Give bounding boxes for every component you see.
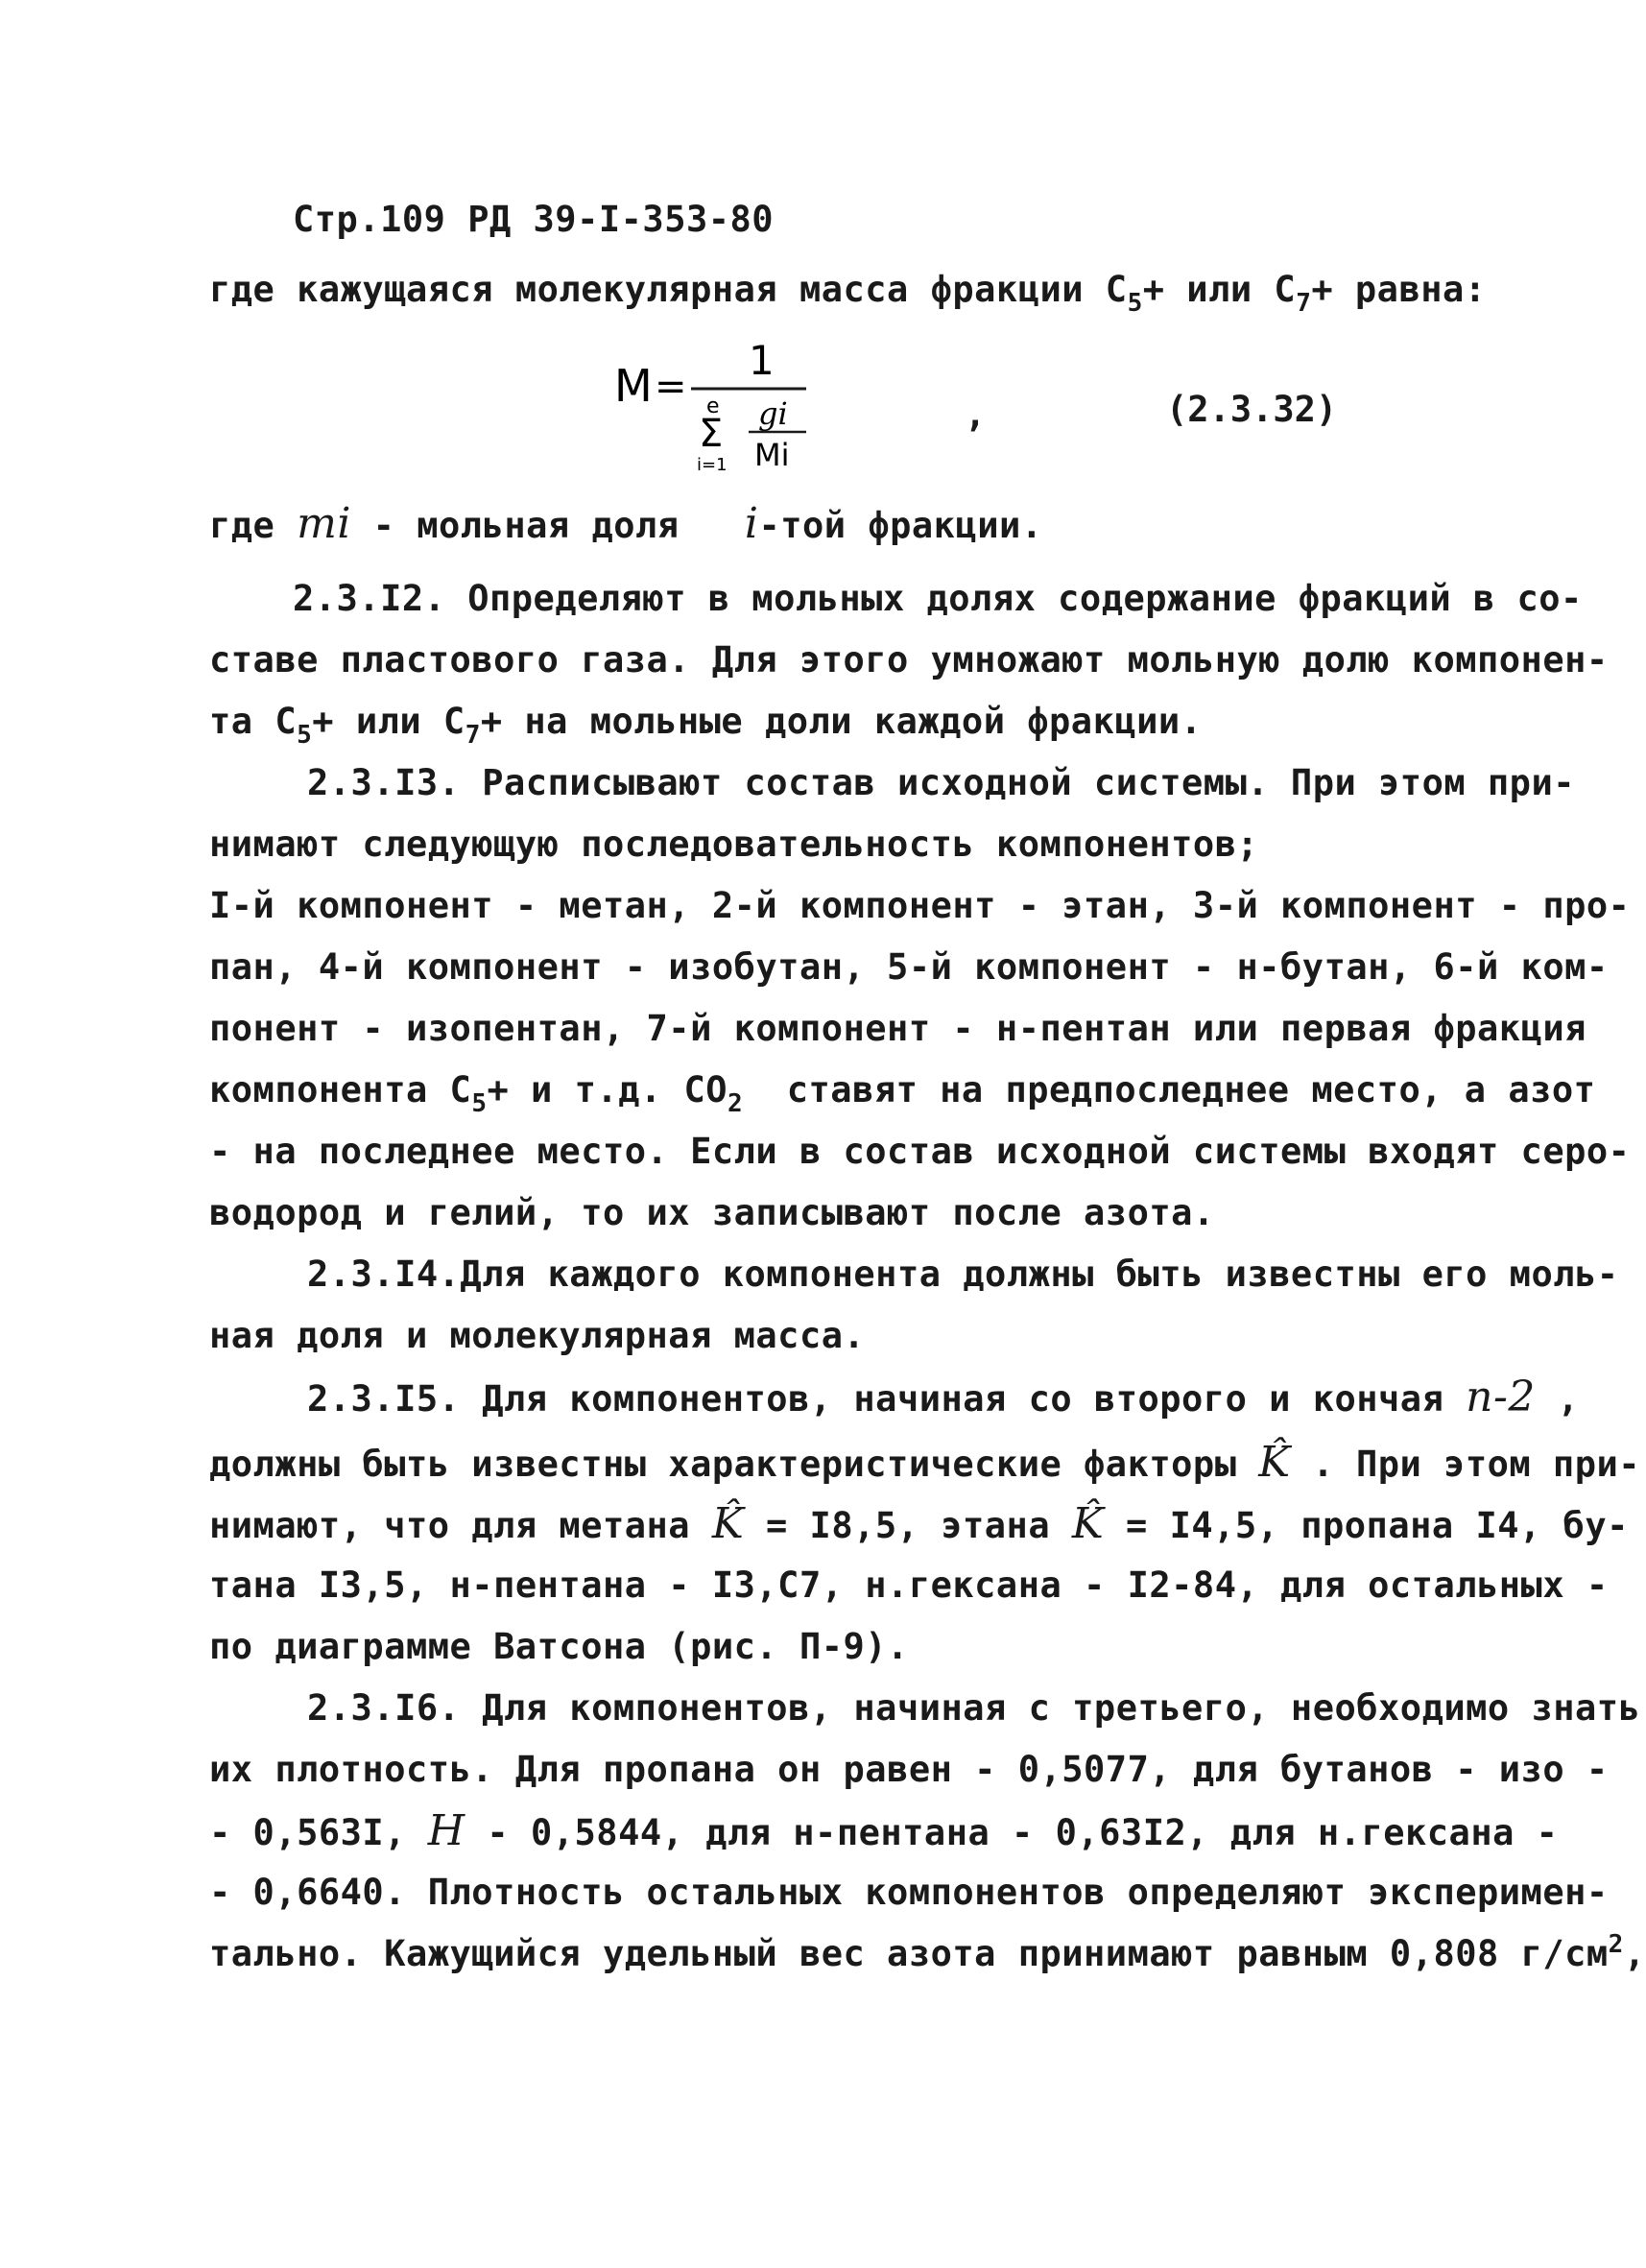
formula-sum-sign: Σ (699, 412, 724, 456)
p16-line-3: - 0,563I, H - 0,5844, для н-пентана - 0,63I2, для н.гексана - (209, 1806, 1559, 1855)
p15-line-4: тана I3,5, н-пентана - I3,C7, н.гексана - I2-84, для остальных - (209, 1564, 1609, 1606)
p14-line-1: 2.3.I4.Для каждого компонента должны быть известны его моль- (307, 1253, 1619, 1295)
p15-line-1: 2.3.I5. Для компонентов, начиная со второго и кончая n-2 , (307, 1373, 1580, 1421)
p16-line-5: тально. Кажущийся удельный вес азота принимают равным 0,808 $г/см^2$, (209, 1930, 1646, 1974)
equation-number: (2.3.32) (1166, 389, 1338, 430)
where-line: где mi - мольная доля i-той фракции. (209, 499, 1043, 548)
formula-sum-top: e (706, 394, 720, 418)
p12-line-3: та $C_5+$ или $C_7+$ на мольные доли каждой фракции. (209, 701, 1203, 750)
formula-frac-bottom: Mi (754, 437, 790, 473)
p14-line-2: ная доля и молекулярная масса. (209, 1315, 866, 1356)
p13-line-4: пан, 4-й компонент - изобутан, 5-й компонент - н-бутан, 6-й ком- (209, 946, 1609, 988)
p15-line-3: нимают, что для метана K̂ = I8,5, этана K̂ = I4,5, пропана I4, бу- (209, 1499, 1629, 1548)
molar-mass-formula (614, 336, 902, 499)
p12-line-2: ставе пластового газа. Для этого умножают мольную долю компонен- (209, 639, 1609, 680)
p13-line-7: - на последнее место. Если в состав исходной системы входят серо- (209, 1131, 1631, 1172)
p16-line-4: - 0,6640. Плотность остальных компонентов определяют эксперимен- (209, 1872, 1609, 1913)
p15-line-2: должны быть известны характеристические факторы K̂ . При этом при- (209, 1438, 1641, 1487)
p16-line-1: 2.3.I6. Для компонентов, начиная с третьего, необходимо знать (307, 1687, 1641, 1729)
formula-trailing-comma: , (965, 394, 987, 435)
p16-line-2: их плотность. Для пропана он равен - 0,5077, для бутанов - изо - (209, 1749, 1609, 1790)
p13-line-1: 2.3.I3. Расписывают состав исходной системы. При этом при- (307, 762, 1576, 803)
p13-line-5: понент - изопентан, 7-й компонент - н-пентан или первая фракция (209, 1008, 1586, 1049)
formula-numerator: 1 (749, 337, 775, 384)
p13-line-3: I-й компонент - метан, 2-й компонент - этан, 3-й компонент - про- (209, 885, 1631, 926)
page-header: Стр.109 РД 39-I-353-80 (293, 199, 775, 240)
svg-text:=: = (655, 365, 687, 409)
p15-line-5: по диаграмме Ватсона (рис. П-9). (209, 1626, 909, 1667)
p13-line-6: компонента $C_5+ и$ т.д. $CO_2$ ставят на предпоследнее место, а азот (209, 1069, 1596, 1118)
intro-line: где кажущаяся молекулярная масса фракции $C_5+$ или $C_7+$ равна: (209, 269, 1487, 318)
formula-frac-top: gi (758, 395, 788, 432)
p13-line-8: водород и гелий, то их записывают после азота. (209, 1192, 1215, 1233)
p13-line-2: нимают следующую последовательность компонентов; (209, 824, 1259, 865)
p12-line-1: 2.3.I2. Определяют в мольных долях содержание фракций в со- (293, 578, 1583, 619)
formula-sum-bottom: i=1 (697, 455, 728, 475)
formula-lhs: M (614, 360, 653, 412)
